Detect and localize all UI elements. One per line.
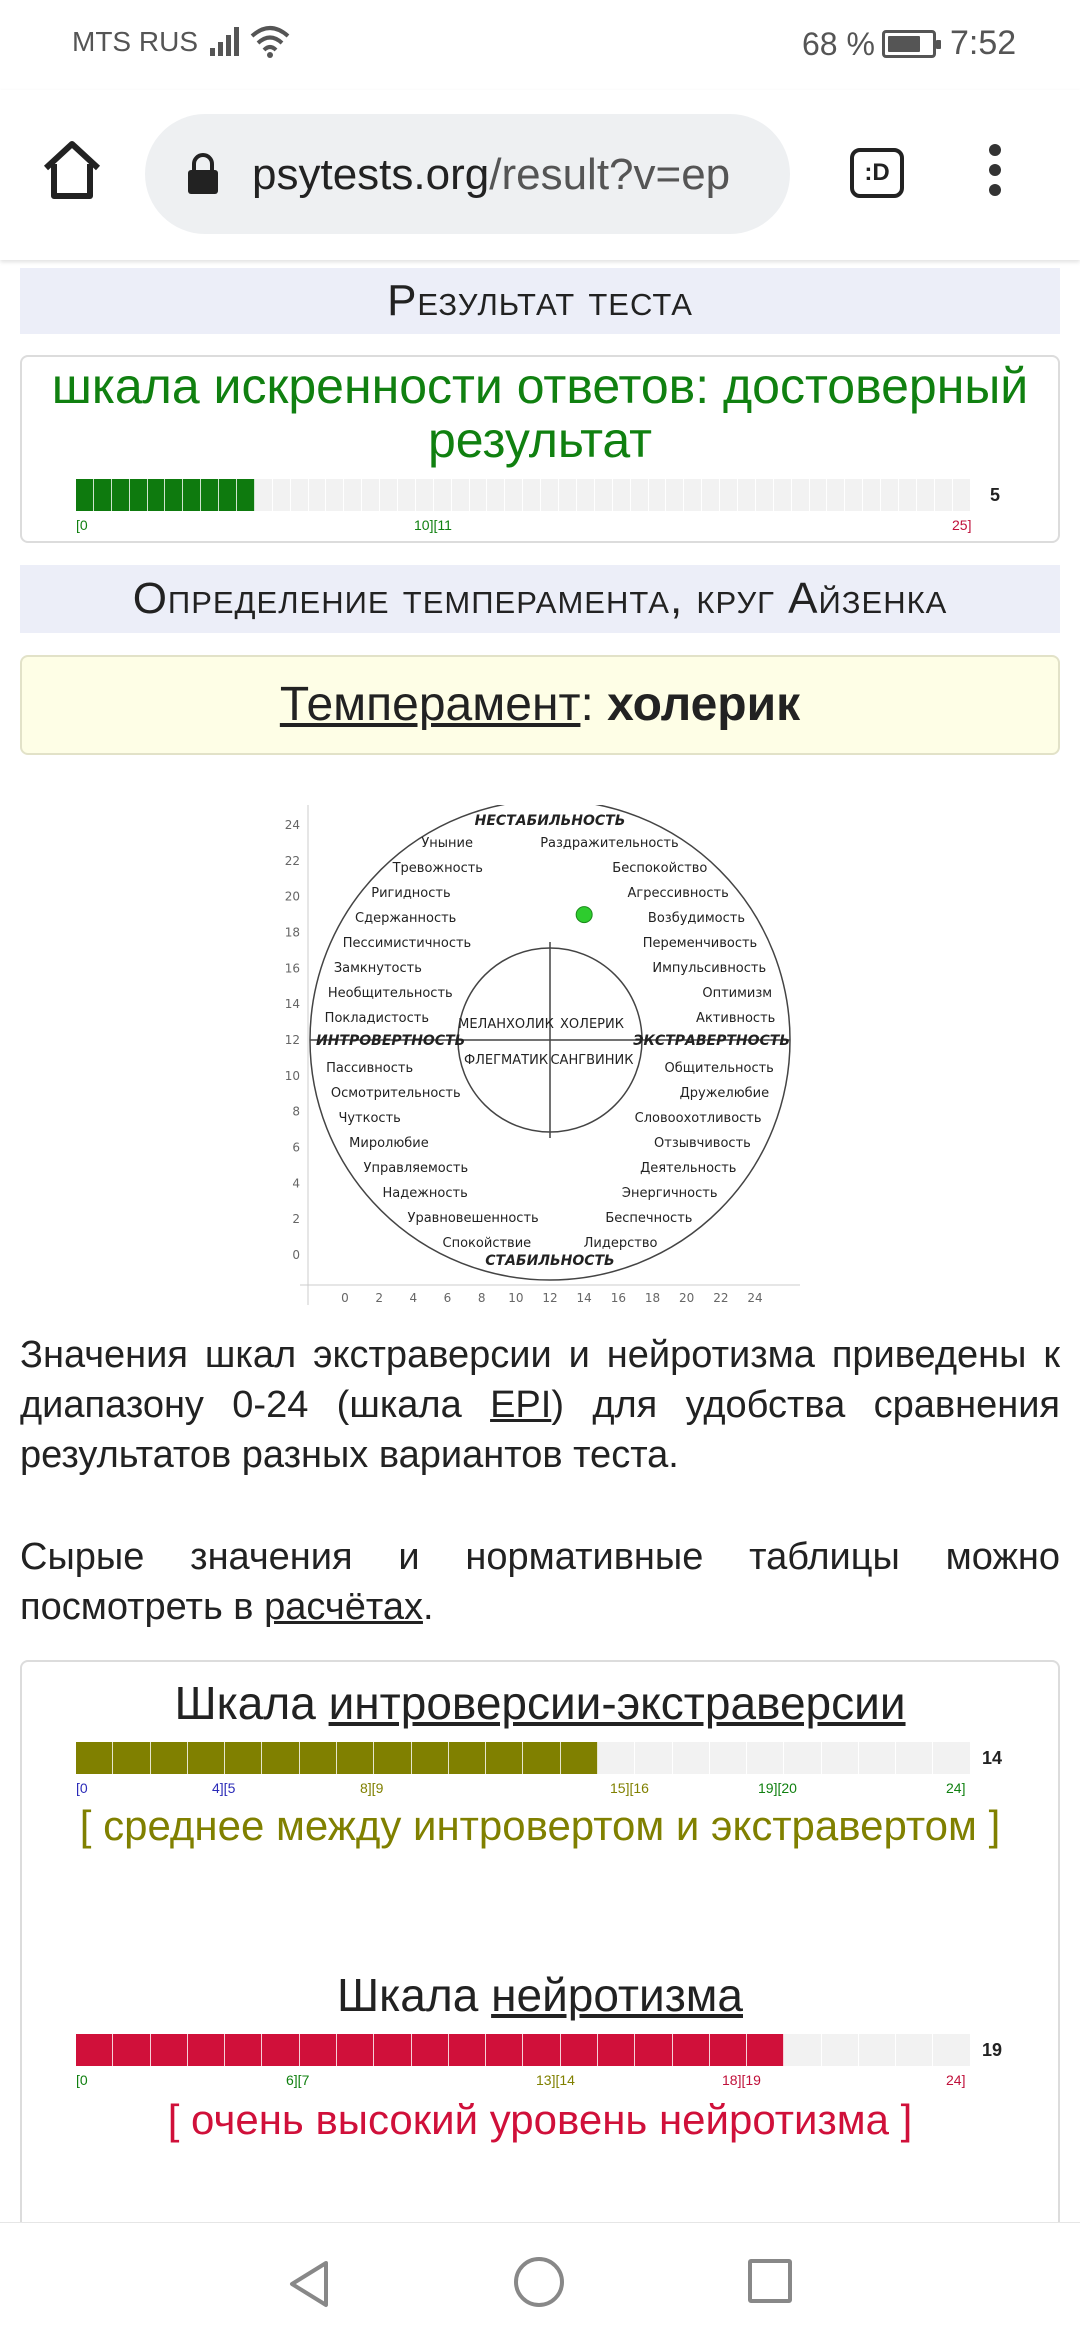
bar-segment-empty: [595, 479, 613, 511]
bar-segment-filled: [188, 2034, 225, 2066]
bar-segment-filled: [523, 1742, 560, 1774]
bar-segment-empty: [649, 479, 667, 511]
neuroticism-link[interactable]: нейротизма: [491, 1969, 743, 2021]
x-tick-label: 20: [679, 1291, 695, 1305]
bar-segment-empty: [362, 479, 380, 511]
scale-tick: 4][5: [212, 1780, 236, 1796]
bar-segment-filled: [561, 2034, 598, 2066]
bar-segment-empty: [710, 1742, 747, 1774]
bar-segment-filled: [151, 1742, 188, 1774]
y-tick-label: 4: [292, 1176, 300, 1191]
bar-segment-empty: [684, 479, 702, 511]
bar-segment-empty: [255, 479, 273, 511]
bar-segment-empty: [899, 479, 917, 511]
x-tick-label: 22: [713, 1291, 729, 1305]
bar-segment-empty: [613, 479, 631, 511]
bar-segment-empty: [673, 1742, 710, 1774]
y-tick-label: 14: [284, 997, 300, 1012]
bar-segment-filled: [219, 479, 237, 511]
trait-label: Миролюбие: [349, 1136, 429, 1151]
bar-segment-filled: [94, 479, 112, 511]
bar-segment-empty: [822, 2034, 859, 2066]
carrier-label: MTS RUS: [72, 26, 198, 57]
trait-label: Спокойствие: [442, 1236, 532, 1251]
bar-segment-empty: [309, 479, 327, 511]
bar-segment-empty: [635, 1742, 672, 1774]
scale-tick: 19][20: [758, 1780, 797, 1796]
trait-label: Беспечность: [605, 1211, 693, 1226]
quadrant-choleric: ХОЛЕРИК: [560, 1017, 624, 1032]
bar-segment-filled: [710, 2034, 747, 2066]
sincerity-tick: 25]: [952, 517, 972, 533]
normalization-note: Значения шкал экстраверсии и нейротизма приведены к диапазону 0-24 (шкала EPI) для удобства сравнения результатов разных вариантов теста.: [20, 1334, 1060, 1476]
scale-tick: 24]: [946, 2072, 966, 2088]
home-icon[interactable]: [40, 138, 104, 202]
trait-label: Деятельность: [640, 1161, 737, 1176]
y-tick-label: 20: [284, 889, 300, 904]
sincerity-value: 5: [990, 485, 1001, 505]
trait-label: Дружелюбие: [679, 1086, 770, 1101]
x-tick-label: 14: [576, 1291, 592, 1305]
neuroticism-value: 19: [982, 2040, 1003, 2060]
status-bar: [0, 0, 1080, 90]
bar-segment-empty: [577, 479, 595, 511]
bar-segment-empty: [792, 479, 810, 511]
sincerity-tick: 10][11: [414, 517, 452, 533]
trait-label: Управляемость: [363, 1161, 469, 1176]
bar-segment-filled: [337, 1742, 374, 1774]
bar-segment-filled: [486, 2034, 523, 2066]
y-tick-label: 22: [284, 853, 300, 868]
browser-toolbar: [0, 90, 1080, 260]
bar-segment-empty: [933, 2034, 970, 2066]
bar-segment-filled: [374, 1742, 411, 1774]
bar-segment-empty: [827, 479, 845, 511]
bar-segment-filled: [76, 479, 94, 511]
bar-segment-filled: [486, 1742, 523, 1774]
scale-tick: 24]: [946, 1780, 966, 1796]
trait-label: Лидерство: [583, 1236, 658, 1251]
top-axis-label: НЕСТАБИЛЬНОСТЬ: [474, 813, 626, 829]
x-tick-label: 24: [747, 1291, 763, 1305]
trait-label: Энергичность: [621, 1186, 718, 1201]
bar-segment-filled: [148, 479, 166, 511]
tab-switcher-button[interactable]: :D: [850, 148, 904, 198]
trait-label: Общительность: [664, 1061, 774, 1076]
trait-label: Агрессивность: [627, 886, 729, 901]
url-text: psytests.org/result?v=ep: [252, 150, 731, 199]
trait-label: Чуткость: [338, 1111, 401, 1126]
trait-label: Оптимизм: [702, 986, 773, 1001]
temperament-header: Определение темперамента, круг Айзенка: [20, 565, 1060, 633]
trait-label: Уравновешенность: [407, 1211, 539, 1226]
bar-segment-empty: [881, 479, 899, 511]
trait-label: Словоохотливость: [634, 1111, 762, 1126]
bar-segment-filled: [561, 1742, 598, 1774]
bar-segment-empty: [747, 1742, 784, 1774]
bar-segment-empty: [666, 479, 684, 511]
y-tick-label: 10: [284, 1068, 300, 1083]
trait-label: Активность: [696, 1011, 776, 1026]
bar-segment-empty: [291, 479, 309, 511]
trait-label: Замкнутость: [333, 961, 422, 976]
x-tick-label: 8: [477, 1291, 486, 1305]
bar-segment-filled: [449, 1742, 486, 1774]
scale-tick: 6][7: [286, 2072, 310, 2088]
bar-segment-empty: [720, 479, 738, 511]
bar-segment-empty: [810, 479, 828, 511]
trait-label: Переменчивость: [642, 936, 758, 951]
scale-tick: 18][19: [722, 2072, 761, 2088]
bar-segment-filled: [76, 2034, 113, 2066]
bar-segment-filled: [113, 2034, 150, 2066]
bar-segment-empty: [380, 479, 398, 511]
bar-segment-empty: [416, 479, 434, 511]
bar-segment-empty: [631, 479, 649, 511]
bar-segment-empty: [859, 1742, 896, 1774]
address-bar[interactable]: [145, 114, 790, 234]
bar-segment-filled: [374, 2034, 411, 2066]
sincerity-title: шкала искренности ответов: достоверный результат: [51, 358, 1029, 468]
epi-link[interactable]: EPI: [490, 1384, 552, 1426]
bar-segment-filled: [225, 1742, 262, 1774]
bar-segment-filled: [598, 2034, 635, 2066]
quadrant-melancholic: МЕЛАНХОЛИК: [458, 1017, 554, 1032]
bar-segment-filled: [151, 2034, 188, 2066]
scales-card: [20, 1660, 1060, 2240]
bar-segment-empty: [845, 479, 863, 511]
bar-segment-filled: [262, 2034, 299, 2066]
extraversion-link[interactable]: интроверсии-экстраверсии: [328, 1677, 906, 1729]
bar-segment-filled: [113, 1742, 150, 1774]
x-tick-label: 4: [409, 1291, 418, 1305]
bar-segment-empty: [784, 2034, 821, 2066]
right-axis-label: ЭКСТРАВЕРТНОСТЬ: [633, 1033, 790, 1049]
clock: 7:52: [950, 24, 1017, 62]
trait-label: Импульсивность: [652, 961, 767, 976]
bar-segment-empty: [541, 479, 559, 511]
scale-tick: 15][16: [610, 1780, 649, 1796]
trait-label: Ригидность: [371, 886, 451, 901]
bar-segment-empty: [452, 479, 470, 511]
bar-segment-empty: [933, 1742, 970, 1774]
trait-label: Беспокойство: [612, 861, 708, 876]
lock-icon: [185, 152, 221, 196]
trait-label: Осмотрительность: [330, 1086, 461, 1101]
y-tick-label: 6: [292, 1140, 300, 1155]
home-nav-icon[interactable]: [514, 2257, 564, 2307]
bar-segment-empty: [822, 1742, 859, 1774]
bar-segment-filled: [449, 2034, 486, 2066]
bar-segment-empty: [434, 479, 452, 511]
y-tick-label: 24: [284, 818, 300, 832]
neuroticism-bar: [76, 2034, 971, 2066]
bar-segment-filled: [635, 2034, 672, 2066]
bar-segment-empty: [859, 2034, 896, 2066]
bar-segment-empty: [344, 479, 362, 511]
bar-segment-filled: [112, 479, 130, 511]
bar-segment-empty: [953, 479, 971, 511]
bar-segment-empty: [598, 1742, 635, 1774]
bar-segment-filled: [183, 479, 201, 511]
wifi-icon: [250, 24, 290, 58]
bar-segment-empty: [774, 479, 792, 511]
bar-segment-empty: [505, 479, 523, 511]
extraversion-value: 14: [982, 1748, 1003, 1768]
left-axis-label: ИНТРОВЕРТНОСТЬ: [316, 1033, 466, 1049]
calculations-link[interactable]: расчётах: [264, 1586, 423, 1628]
back-icon[interactable]: [286, 2259, 332, 2309]
bar-segment-filled: [165, 479, 183, 511]
extraversion-verdict: [ среднее между интровертом и экстравертом ]: [79, 1802, 1001, 1849]
sincerity-card: [20, 355, 1060, 543]
trait-label: Тревожность: [392, 861, 483, 876]
bar-segment-filled: [201, 479, 219, 511]
bar-segment-filled: [337, 2034, 374, 2066]
quadrant-sanguine: САНГВИНИК: [550, 1053, 634, 1068]
x-tick-label: 2: [375, 1291, 383, 1305]
y-tick-label: 8: [292, 1104, 300, 1119]
bar-segment-empty: [756, 479, 774, 511]
bar-segment-empty: [784, 1742, 821, 1774]
extraversion-title: Шкала интроверсии-экстраверсии: [174, 1677, 906, 1729]
trait-label: Покладистость: [324, 1011, 430, 1026]
result-header: Результат теста: [20, 268, 1060, 334]
x-tick-label: 6: [443, 1291, 452, 1305]
temperament-link[interactable]: Темперамент: [279, 678, 581, 731]
trait-label: Возбудимость: [647, 911, 745, 926]
bar-segment-filled: [262, 1742, 299, 1774]
y-tick-label: 18: [284, 925, 300, 940]
x-tick-label: 12: [542, 1291, 558, 1305]
x-tick-label: 16: [610, 1291, 626, 1305]
bar-segment-filled: [300, 2034, 337, 2066]
temperament-value: холерик: [607, 678, 801, 731]
extraversion-bar: [76, 1742, 971, 1774]
battery-percent: 68 %: [802, 26, 875, 62]
y-tick-label: 12: [284, 1033, 300, 1047]
bar-segment-empty: [917, 479, 935, 511]
bar-segment-empty: [326, 479, 344, 511]
bar-segment-empty: [559, 479, 577, 511]
scale-tick: [0: [76, 1780, 88, 1796]
bar-segment-empty: [470, 479, 488, 511]
bar-segment-filled: [412, 1742, 449, 1774]
bar-segment-empty: [702, 479, 720, 511]
trait-label: Сдержанность: [355, 911, 457, 926]
bar-segment-filled: [412, 2034, 449, 2066]
x-tick-label: 0: [341, 1291, 349, 1305]
bar-segment-filled: [300, 1742, 337, 1774]
bar-segment-filled: [130, 479, 148, 511]
signal-icon: [208, 24, 244, 58]
trait-label: Раздражительность: [540, 836, 679, 851]
scale-tick: [0: [76, 2072, 88, 2088]
trait-label: Надежность: [382, 1186, 468, 1201]
result-point: [576, 907, 592, 923]
y-tick-label: 16: [284, 961, 300, 976]
y-tick-label: 2: [292, 1212, 300, 1227]
battery-icon: [882, 30, 936, 58]
bar-segment-empty: [935, 479, 953, 511]
bar-segment-empty: [523, 479, 541, 511]
bar-segment-empty: [487, 479, 505, 511]
more-menu-icon[interactable]: [980, 144, 1010, 204]
scale-tick: 8][9: [360, 1780, 384, 1796]
bar-segment-empty: [896, 2034, 933, 2066]
neuroticism-verdict: [ очень высокий уровень нейротизма ]: [167, 2096, 913, 2143]
temperament-result: Темперамент: холерик: [20, 655, 1060, 755]
bar-segment-filled: [76, 1742, 113, 1774]
scale-tick: 13][14: [536, 2072, 575, 2088]
bar-segment-filled: [673, 2034, 710, 2066]
trait-label: Пассивность: [326, 1061, 414, 1076]
trait-label: Отзывчивость: [654, 1136, 751, 1151]
bar-segment-empty: [273, 479, 291, 511]
x-tick-label: 18: [644, 1291, 661, 1305]
y-tick-label: 0: [292, 1248, 300, 1262]
eysenck-circle: [280, 805, 800, 1305]
bar-segment-filled: [237, 479, 255, 511]
neuroticism-title: Шкала нейротизма: [337, 1969, 743, 2021]
sincerity-bar: [76, 479, 971, 511]
trait-label: Пессимистичность: [342, 936, 472, 951]
calculations-note: Сырые значения и нормативные таблицы можно посмотреть в расчётах.: [20, 1536, 1060, 1628]
x-tick-label: 10: [508, 1291, 524, 1305]
bar-segment-filled: [188, 1742, 225, 1774]
bar-segment-empty: [398, 479, 416, 511]
quadrant-phlegmatic: ФЛЕГМАТИК: [463, 1053, 549, 1068]
bar-segment-filled: [747, 2034, 784, 2066]
bar-segment-empty: [896, 1742, 933, 1774]
bar-segment-empty: [863, 479, 881, 511]
bar-segment-empty: [738, 479, 756, 511]
trait-label: Необщительность: [327, 986, 453, 1001]
bottom-axis-label: СТАБИЛЬНОСТЬ: [485, 1253, 615, 1269]
trait-label: Уныние: [421, 836, 473, 851]
sincerity-tick: [0: [76, 517, 88, 533]
system-nav-bar: [0, 2222, 1080, 2340]
bar-segment-filled: [225, 2034, 262, 2066]
recents-icon[interactable]: [748, 2259, 792, 2303]
bar-segment-filled: [523, 2034, 560, 2066]
